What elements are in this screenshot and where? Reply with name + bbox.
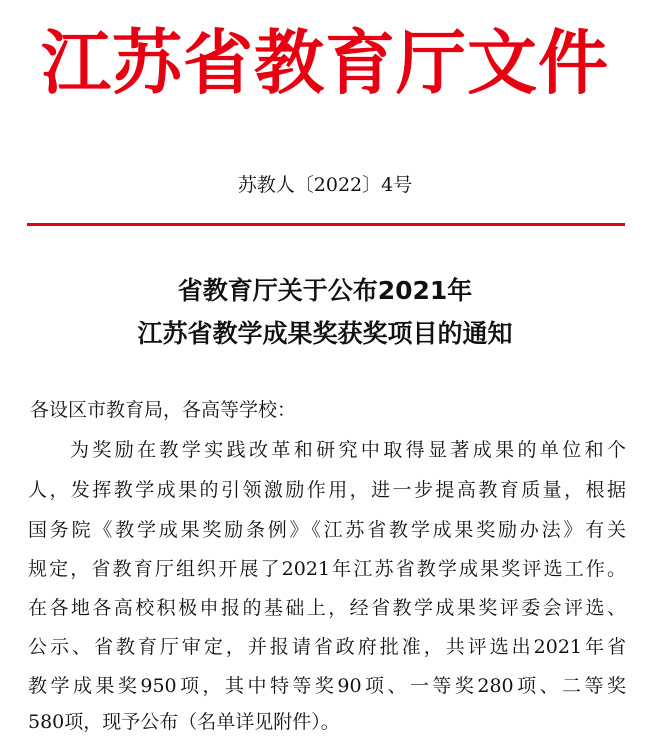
salutation: 各设区市教育局，各高等学校：	[30, 399, 297, 421]
notice-title-line-2: 江苏省教学成果奖获奖项目的通知	[137, 319, 513, 348]
body-line-3: 国务院《教学成果奖励条例》《江苏省教学成果奖励办法》有关	[28, 519, 626, 541]
masthead-title: 江苏省教育厅文件	[41, 22, 609, 104]
body-line-8: 580项，现予公布（名单详见附件）。	[28, 711, 340, 733]
body-line-1: 为奖励在教学实践改革和研究中取得显著成果的单位和个	[70, 439, 626, 461]
body-line-2: 人，发挥教学成果的引领激励作用，进一步提高教育质量，根据	[28, 479, 626, 501]
body-line-4: 规定，省教育厅组织开展了2021年江苏省教学成果奖评选工作。	[28, 558, 626, 580]
notice-title-line-1: 省教育厅关于公布2021年	[177, 276, 473, 305]
document-number: 苏教人〔2022〕4号	[237, 174, 413, 196]
red-divider-line	[27, 223, 625, 226]
body-line-6: 公示、省教育厅审定，并报请省政府批准，共评选出2021年省	[28, 636, 626, 658]
body-line-5: 在各地各高校积极申报的基础上，经省教学成果奖评委会评选、	[28, 597, 626, 619]
body-line-7: 教学成果奖950项，其中特等奖90项、一等奖280项、二等奖	[28, 675, 626, 697]
